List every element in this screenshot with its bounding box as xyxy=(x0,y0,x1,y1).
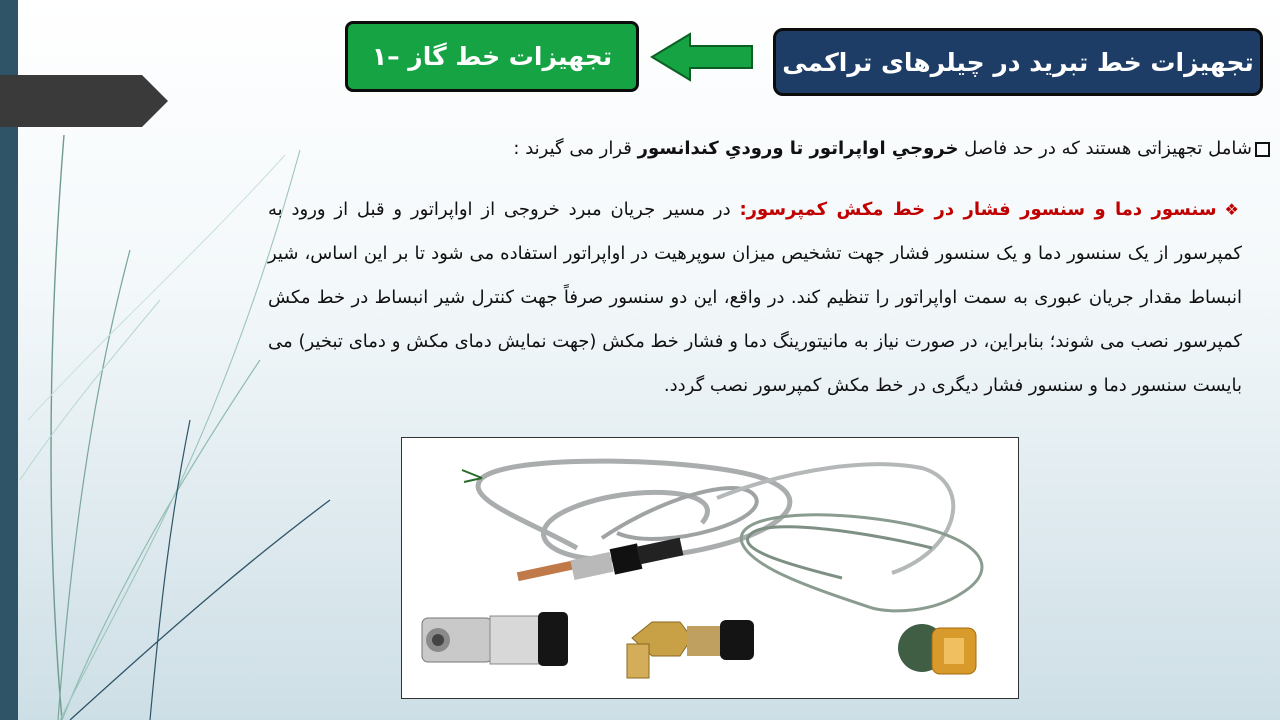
section-label: ۱– تجهیزات خط گاز xyxy=(345,21,639,92)
bullet-lead: سنسور دما و سنسور فشار در خط مکش کمپرسور: xyxy=(739,199,1217,220)
intro-line xyxy=(370,134,1270,164)
diamond-bullet-icon: ❖ xyxy=(1224,200,1242,219)
square-bullet-icon xyxy=(1255,142,1270,157)
intro-text-after: قرار می گیرند : xyxy=(513,138,632,159)
intro-text-before: شامل تجهیزاتی هستند که در حد فاصل xyxy=(964,138,1252,159)
bullet-body: در مسیر جریان مبرد خروجی از اواپراتور و قبل از ورود به کمپرسور از یک سنسور دما و یک سنسور فشار جهت تشخیص میزان سوپرهیت در اواپراتور استفاده می شود تا بر این اساس، شیر انبساط مقدار جریان عبوری به سمت اواپراتور را تنظیم کند. در واقع، این دو سنسور صرفاً جهت کنترل شیر انبساط در خط مکش کمپرسور نصب می شوند؛ بنابراین، در صورت نیاز به مانیتورینگ دما و فشار خط مکش (جهت نمایش دمای مکش و دمای تبخیر) می بایست سنسور دما و سنسور فشار دیگری در خط مکش کمپرسور نصب گردد. xyxy=(268,199,1242,396)
left-arrow-icon xyxy=(648,31,756,83)
sensor-photo xyxy=(401,437,1019,699)
bullet-paragraph xyxy=(268,188,1242,408)
dark-arrow-tab-icon xyxy=(0,75,168,127)
intro-bold-text: خروجیِ اواپراتور تا ورودیِ کندانسور xyxy=(637,138,959,159)
slide-title: تجهیزات خط تبرید در چیلرهای تراکمی xyxy=(773,28,1263,96)
